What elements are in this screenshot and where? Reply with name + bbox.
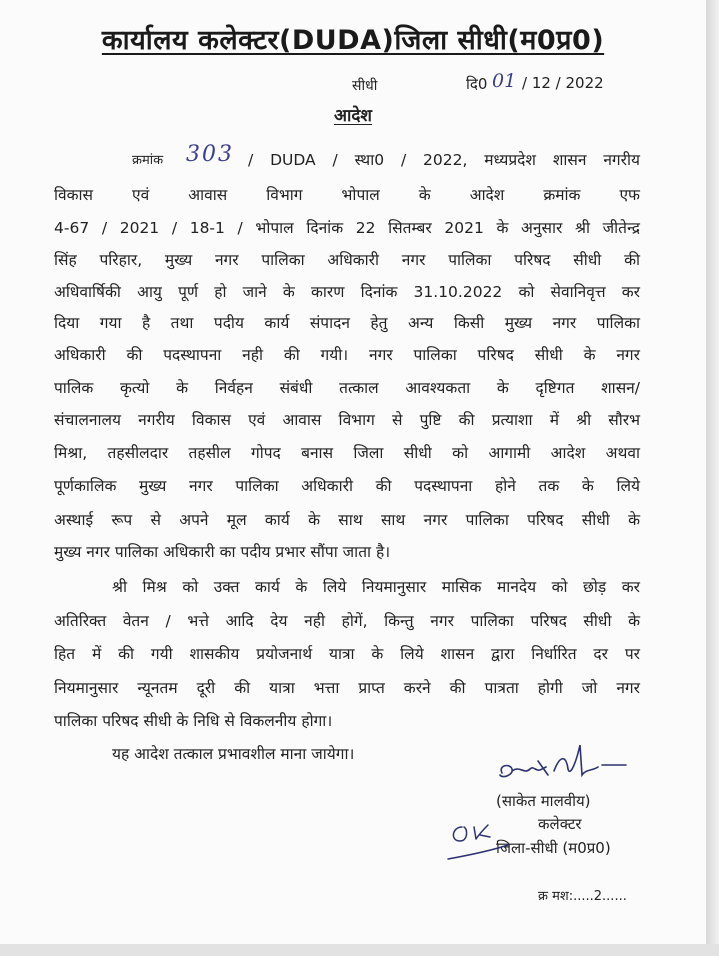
order-number-rest: / DUDA / स्था0 / 2022, मध्यप्रदेश शासन नगरीय [248,151,640,169]
order-heading [0,103,706,126]
paragraph1-line: अधिवार्षिकी आयु पूर्ण हो जाने के कारण दिनांक 31.10.2022 को सेवानिवृत्त कर [54,283,640,301]
order-number-handwritten: 303 [186,142,234,167]
order-number-label: क्रमांक [132,153,164,168]
paragraph1-line: अस्थाई रूप से अपने मूल कार्य के साथ साथ नगर पालिका परिषद सीधी के [54,511,640,529]
paragraph2-line: श्री मिश्र को उक्त कार्य के लिये नियमानुसार मासिक मानदेय को छोड़ कर [112,578,640,596]
paragraph3: यह आदेश तत्काल प्रभावशील माना जायेगा। [112,745,355,763]
page-edge-bottom [0,944,719,956]
paragraph1-line: अधिकारी की पदस्थापना नही की गयी। नगर पालिका परिषद सीधी के नगर [54,346,640,364]
date-day-handwritten: 01 [492,70,517,92]
continuation-note: क्र मश:.....2...... [538,889,627,904]
signatory-name: (साकेत मालवीय) [496,792,591,810]
signatory-district: जिला-सीधी (म0प्र0) [496,839,611,857]
office-title: कार्यालय कलेक्टर(DUDA)जिला सीधी(म0प्र0) [101,25,605,56]
paragraph2-line: हित में की गयी शासकीय प्रयोजनार्थ यात्रा के लिये शासन द्वारा निर्धारित दर पर [54,645,640,663]
date-month-year: / 12 / 2022 [522,74,604,92]
paragraph1-line: मुख्य नगर पालिका अधिकारी का पदीय प्रभार सौंपा जाता है। [54,543,391,561]
handwritten-initials [440,815,510,865]
paragraph1-line: संचालनालय नगरीय विकास एवं आवास विभाग से पुष्टि की प्रत्याशा में श्री सौरभ [54,411,640,429]
signatory-designation: कलेक्टर [538,815,582,833]
paragraph1-line: मिश्रा, तहसीलदार तहसील गोपद बनास जिला सीधी को आगामी आदेश अथवा [54,444,640,462]
paragraph1-line: पूर्णकालिक मुख्य नगर पालिका अधिकारी की पदस्थापना होने तक के लिये [54,477,640,495]
paragraph1-line: विकास एवं आवास विभाग भोपाल के आदेश क्रमांक एफ [54,186,640,204]
paragraph2-line: नियमानुसार न्यूनतम दूरी की यात्रा भत्ता प्राप्त करने की पात्रता होगी जो नगर [54,679,640,697]
paragraph1-line: दिया गया है तथा पदीय कार्य संपादन हेतु अन्य किसी मुख्य नगर पालिका [54,314,640,332]
date-label: दि0 [466,75,488,93]
order-heading-text: आदेश [334,106,372,126]
paragraph1-line: सिंह परिहार, मुख्य नगर पालिका अधिकारी नगर पालिका परिषद सीधी की [54,251,640,269]
paragraph2-line: अतिरिक्त वेतन / भत्ते आदि देय नही होगें, किन्तु नगर पालिका परिषद सीधी के [54,612,640,630]
handwritten-signature [490,735,640,785]
paragraph2-line: पालिका परिषद सीधी के निधि से विकलनीय होगा। [54,712,333,730]
paragraph1-line: 4-67 / 2021 / 18-1 / भोपाल दिनांक 22 सितम्बर 2021 के अनुसार श्री जीतेन्द्र [54,219,640,237]
paragraph1-line: पालिक कृत्यो के निर्वहन संबंधी तत्काल आवश्यकता के दृष्टिगत शासन/ [54,379,640,397]
page-edge-right [706,0,719,956]
place-label: सीधी [352,78,378,94]
